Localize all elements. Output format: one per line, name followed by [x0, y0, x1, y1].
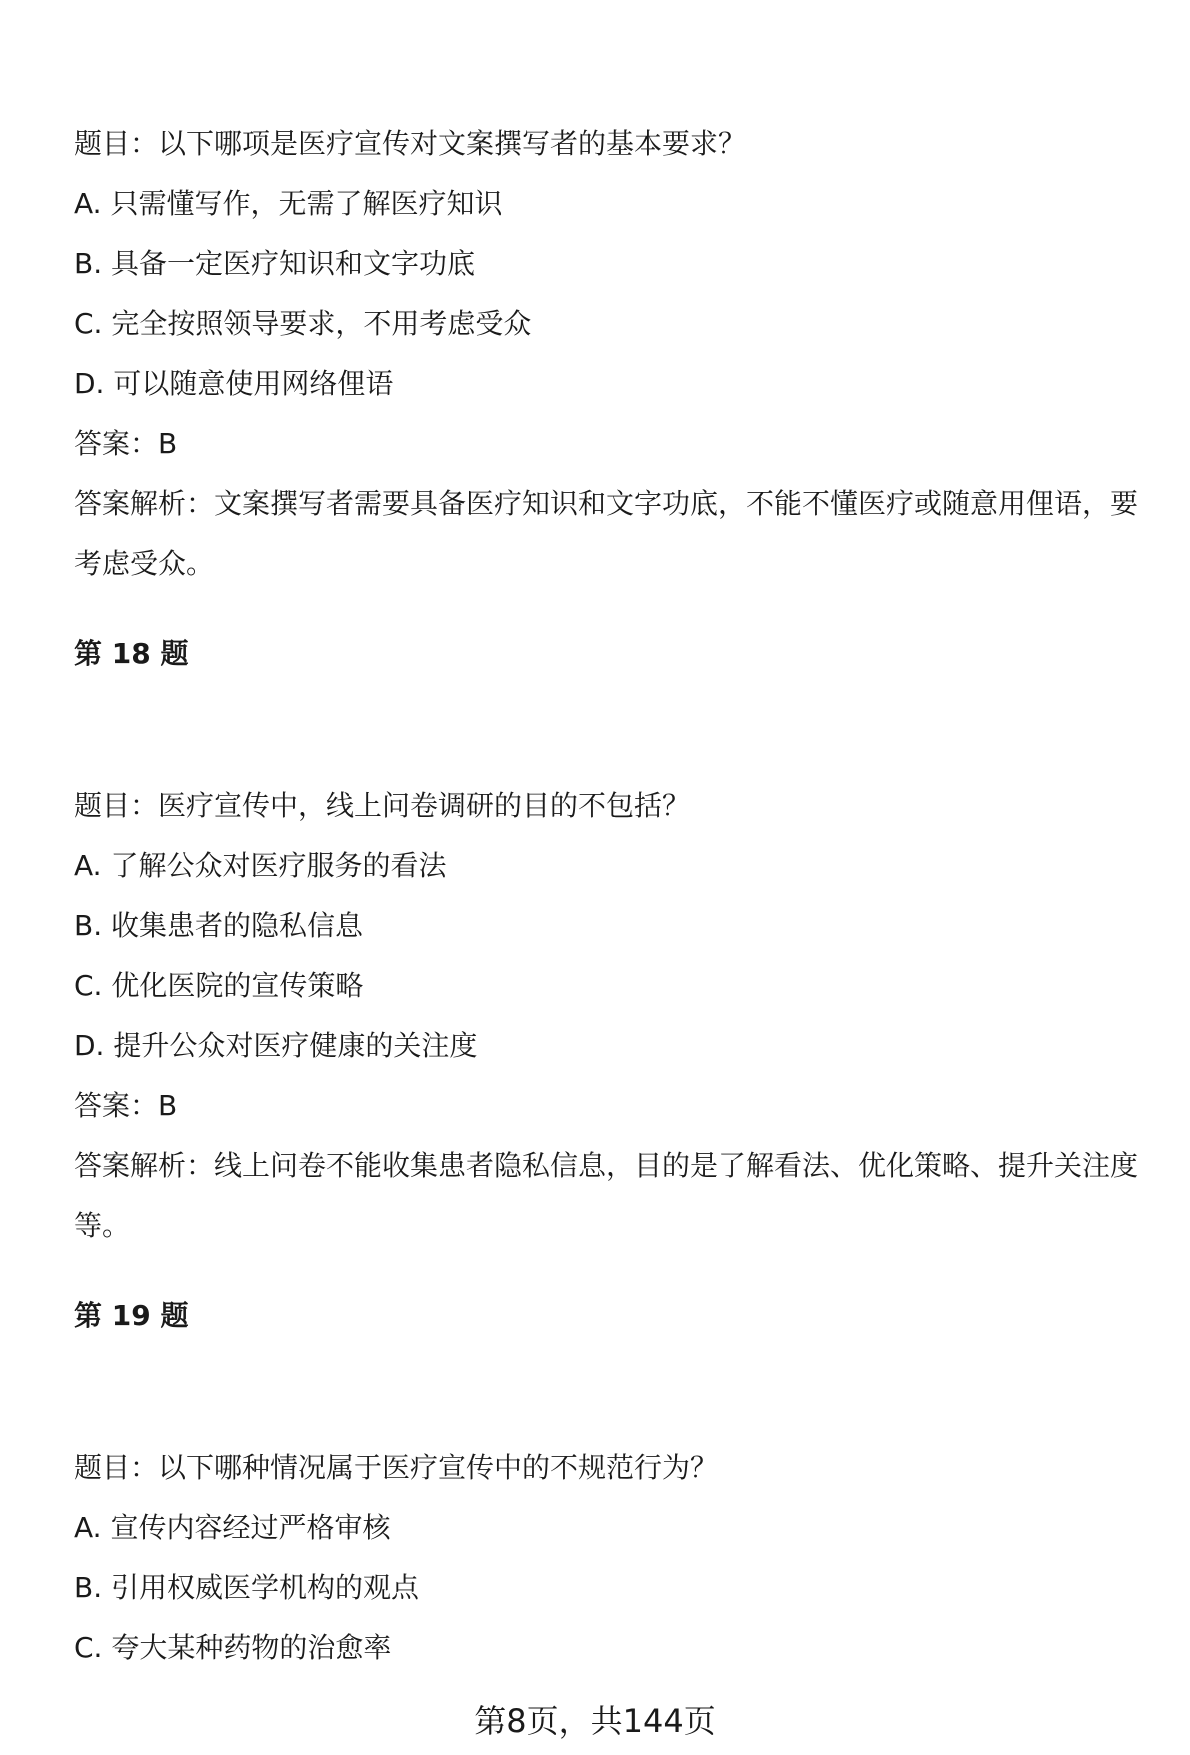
option-d: D. 提升公众对医疗健康的关注度 — [74, 1029, 478, 1062]
option-c: C. 优化医院的宣传策略 — [74, 969, 364, 1002]
option-a: A. 宣传内容经过严格审核 — [74, 1511, 391, 1544]
question-text: 题目：以下哪种情况属于医疗宣传中的不规范行为？ — [74, 1451, 719, 1484]
option-a: A. 了解公众对医疗服务的看法 — [74, 849, 447, 882]
question-heading: 第 18 题 — [74, 637, 189, 670]
option-c: C. 完全按照领导要求，不用考虑受众 — [74, 307, 532, 340]
answer-text: 答案：B — [74, 1089, 178, 1122]
page-number-footer: 第8页，共144页 — [474, 1702, 716, 1740]
answer-explanation: 答案解析：文案撰写者需要具备医疗知识和文字功底，不能不懂医疗或随意用俚语，要考虑受众。 — [74, 487, 1139, 580]
option-b: B. 引用权威医学机构的观点 — [74, 1571, 420, 1604]
option-b: B. 具备一定医疗知识和文字功底 — [74, 247, 476, 280]
answer-explanation: 答案解析：线上问卷不能收集患者隐私信息，目的是了解看法、优化策略、提升关注度等。 — [74, 1149, 1139, 1242]
question-text: 题目：医疗宣传中，线上问卷调研的目的不包括？ — [74, 789, 691, 822]
option-b: B. 收集患者的隐私信息 — [74, 909, 364, 942]
option-c: C. 夸大某种药物的治愈率 — [74, 1631, 392, 1664]
answer-text: 答案：B — [74, 427, 178, 460]
question-heading: 第 19 题 — [74, 1299, 189, 1332]
option-a: A. 只需懂写作，无需了解医疗知识 — [74, 187, 503, 220]
option-d: D. 可以随意使用网络俚语 — [74, 367, 394, 400]
question-text: 题目：以下哪项是医疗宣传对文案撰写者的基本要求？ — [74, 127, 747, 160]
